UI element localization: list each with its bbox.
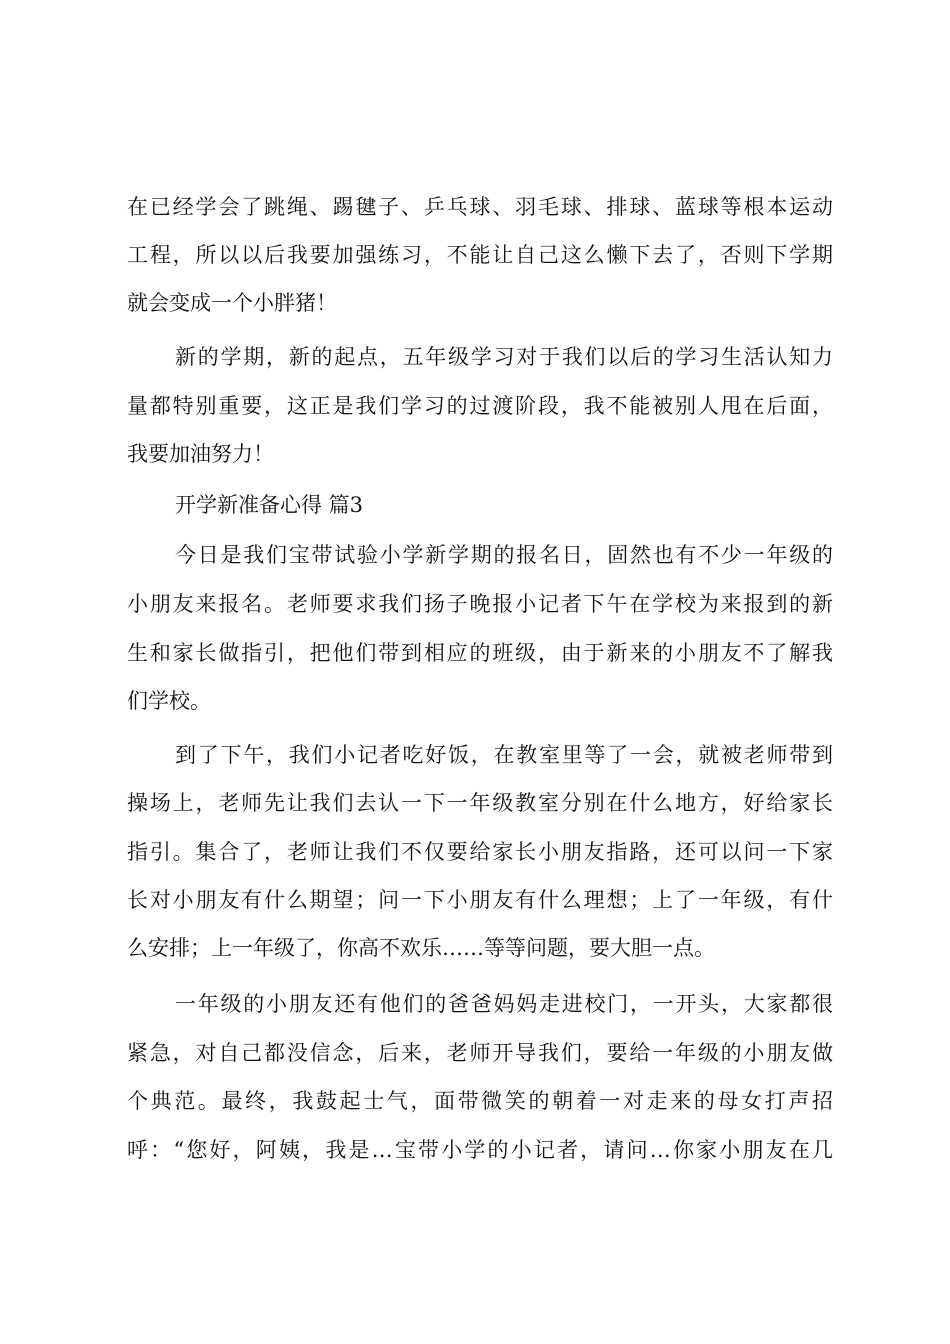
section-heading: 开学新准备心得 篇3 <box>175 493 364 517</box>
paragraph-2-line-3: 我要加油努力！ <box>127 442 274 466</box>
paragraph-5-line-3: 个典范。最终，我鼓起士气，面带微笑的朝着一对走来的母女打声招 <box>127 1089 833 1113</box>
paragraph-4-line-4: 长对小朋友有什么期望；问一下小朋友有什么理想；上了一年级，有什 <box>127 888 833 912</box>
paragraph-5-line-1: 一年级的小朋友还有他们的爸爸妈妈走进校门，一开头，大家都很 <box>175 992 833 1016</box>
paragraph-1-line-2: 工程，所以以后我要加强练习，不能让自己这么懒下去了，否则下学期 <box>127 243 833 267</box>
paragraph-2-line-1: 新的学期，新的起点，五年级学习对于我们以后的学习生活认知力 <box>175 345 833 369</box>
paragraph-4-line-2: 操场上，老师先让我们去认一下一年级教室分别在什么地方，好给家长 <box>127 791 833 815</box>
paragraph-4-line-3: 指引。集合了，老师让我们不仅要给家长小朋友指路，还可以问一下家 <box>127 840 833 864</box>
paragraph-1-line-1: 在已经学会了跳绳、踢毽子、乒乓球、羽毛球、排球、蓝球等根本运动 <box>127 195 833 219</box>
paragraph-3-line-3: 生和家长做指引，把他们带到相应的班级，由于新来的小朋友不了解我 <box>127 641 833 665</box>
paragraph-4-line-1: 到了下午，我们小记者吃好饭，在教室里等了一会，就被老师带到 <box>175 743 833 767</box>
paragraph-3-line-1: 今日是我们宝带试验小学新学期的报名日，固然也有不少一年级的 <box>175 543 833 567</box>
paragraph-1-line-3: 就会变成一个小胖猪！ <box>127 291 337 315</box>
paragraph-3-line-2: 小朋友来报名。老师要求我们扬子晚报小记者下午在学校为来报到的新 <box>127 592 833 616</box>
paragraph-2-line-2: 量都特别重要，这正是我们学习的过渡阶段，我不能被别人甩在后面， <box>127 394 833 418</box>
paragraph-3-line-4: 们学校。 <box>127 689 211 713</box>
paragraph-5-line-2: 紧急，对自己都没信念，后来，老师开导我们，要给一年级的小朋友做 <box>127 1041 833 1065</box>
paragraph-5-line-4: 呼：“您好，阿姨，我是…宝带小学的小记者，请问…你家小朋友在几 <box>127 1138 833 1162</box>
paragraph-4-line-5: 么安排；上一年级了，你高不欢乐……等等问题，要大胆一点。 <box>127 936 715 960</box>
